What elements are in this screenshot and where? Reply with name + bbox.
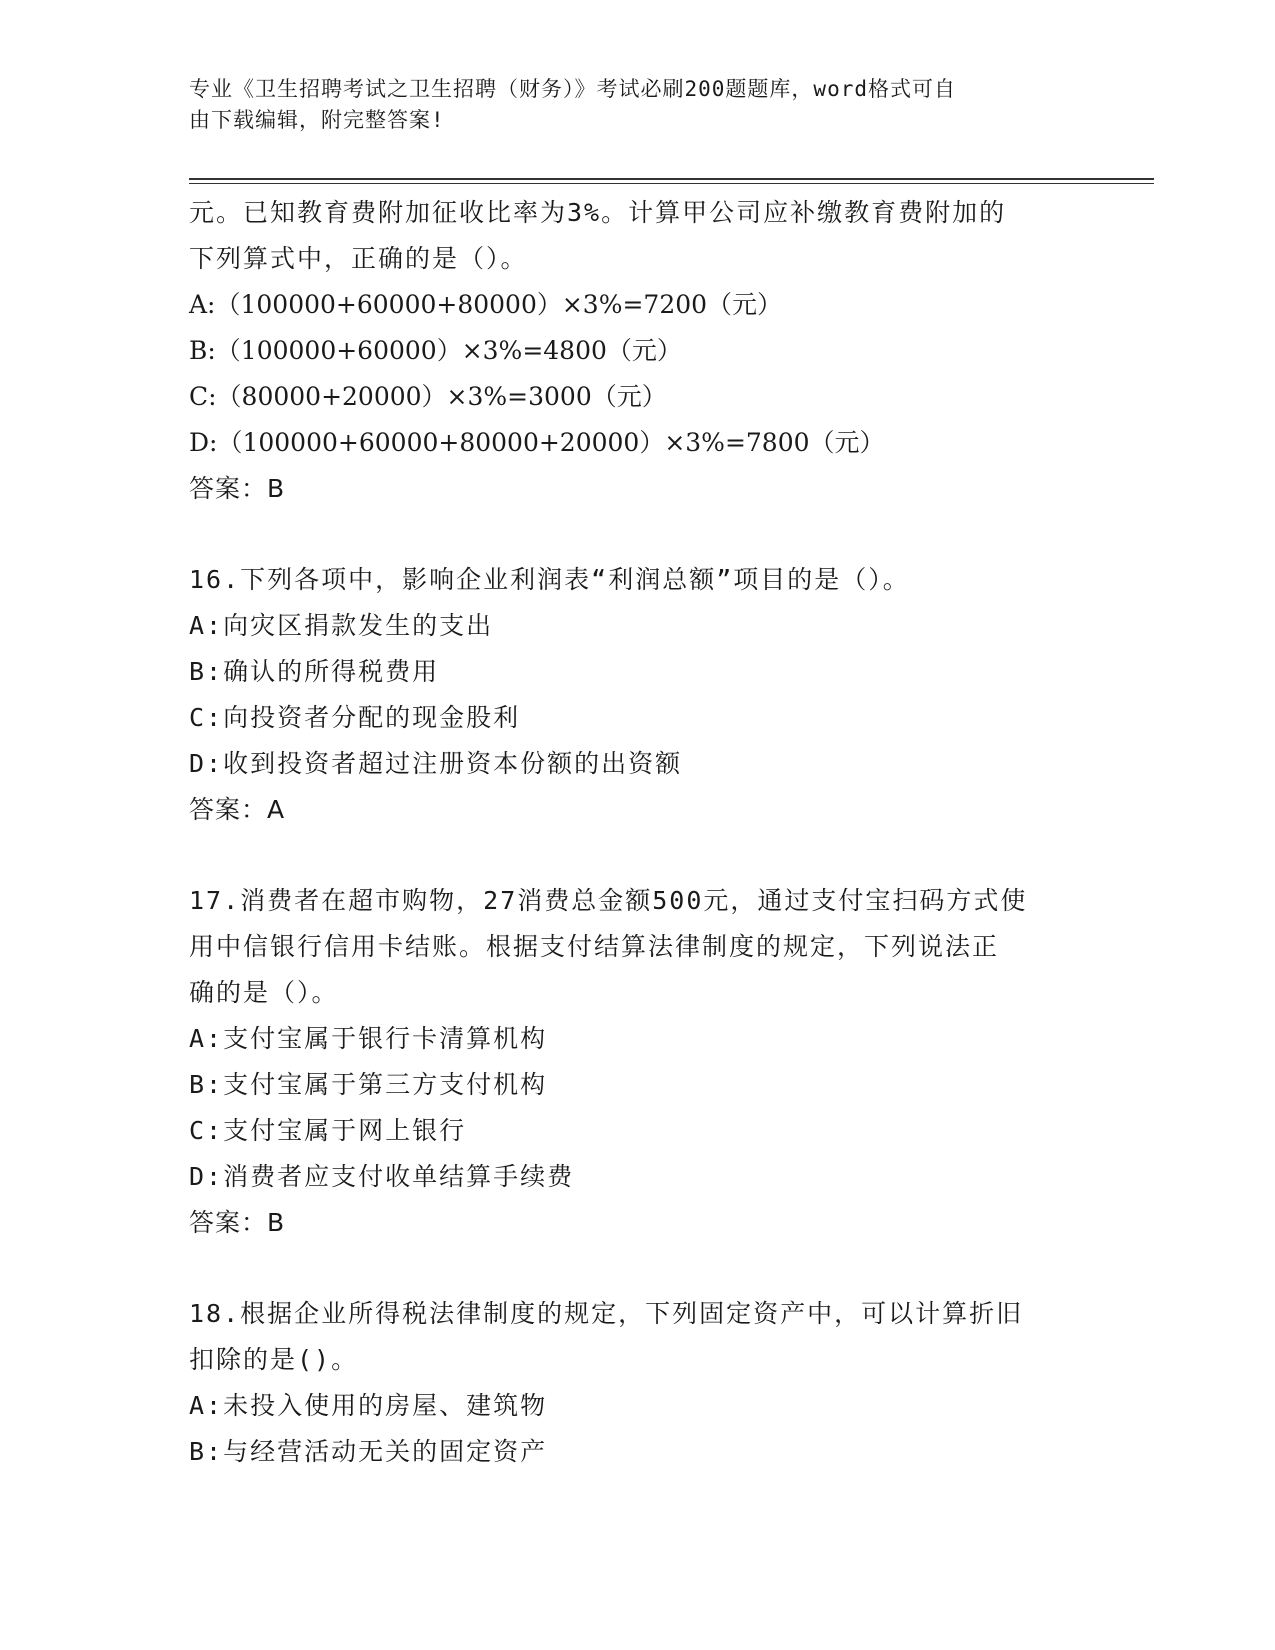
option-a: A:（100000+60000+80000）×3%=7200（元）	[189, 290, 783, 319]
answer: 答案：B	[189, 474, 286, 503]
question-text: 扣除的是()。	[189, 1345, 359, 1374]
option-c: C:（80000+20000）×3%=3000（元）	[189, 382, 667, 411]
header-divider-thick	[189, 178, 1154, 180]
option-a: A:支付宝属于银行卡清算机构	[189, 1024, 548, 1053]
header-line-2: 由下载编辑，附完整答案!	[189, 108, 445, 132]
document-body	[189, 190, 1089, 1475]
question-text: 下列算式中，正确的是（）。	[189, 244, 528, 273]
option-b: B:（100000+60000）×3%=4800（元）	[189, 336, 682, 365]
question-16	[189, 557, 1089, 833]
question-15-continued	[189, 190, 1089, 512]
answer: 答案：A	[189, 795, 286, 824]
header-line-1: 专业《卫生招聘考试之卫生招聘（财务）》考试必刷200题题库，word格式可自	[189, 77, 956, 101]
question-17	[189, 878, 1089, 1246]
document-header	[189, 74, 1089, 136]
question-text: 18.根据企业所得税法律制度的规定，下列固定资产中，可以计算折旧	[189, 1299, 1024, 1328]
option-b: B:与经营活动无关的固定资产	[189, 1437, 548, 1466]
question-text: 17.消费者在超市购物，27消费总金额500元，通过支付宝扫码方式使	[189, 886, 1028, 915]
option-b: B:支付宝属于第三方支付机构	[189, 1070, 548, 1099]
question-text: 元。已知教育费附加征收比率为3%。计算甲公司应补缴教育费附加的	[189, 198, 1007, 227]
question-text: 16.下列各项中，影响企业利润表“利润总额”项目的是（）。	[189, 565, 910, 594]
option-b: B:确认的所得税费用	[189, 657, 440, 686]
question-18	[189, 1291, 1089, 1475]
option-c: C:向投资者分配的现金股利	[189, 703, 521, 732]
question-text: 确的是（）。	[189, 978, 339, 1007]
option-d: D:消费者应支付收单结算手续费	[189, 1162, 575, 1191]
option-d: D:（100000+60000+80000+20000）×3%=7800（元）	[189, 428, 885, 457]
answer: 答案：B	[189, 1208, 286, 1237]
question-text: 用中信银行信用卡结账。根据支付结算法律制度的规定，下列说法正	[189, 932, 1000, 961]
option-d: D:收到投资者超过注册资本份额的出资额	[189, 749, 683, 778]
option-a: A:未投入使用的房屋、建筑物	[189, 1391, 548, 1420]
option-a: A:向灾区捐款发生的支出	[189, 611, 494, 640]
option-c: C:支付宝属于网上银行	[189, 1116, 467, 1145]
header-divider-thin	[189, 183, 1154, 184]
